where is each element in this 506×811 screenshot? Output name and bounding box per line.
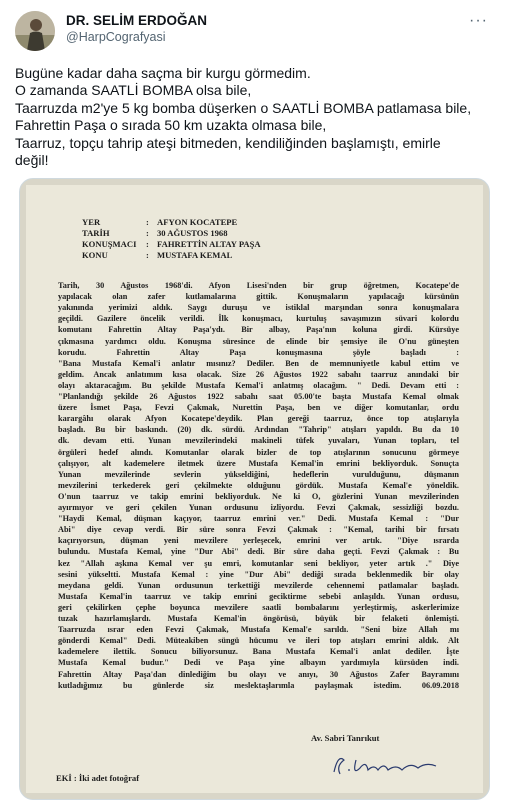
meta-colon: : xyxy=(146,217,149,227)
document-line: Fahrettin Altay Paşa'dan dinlediğim bu olayı ve anıyı, 30 Ağustos Zafer Bayramını xyxy=(58,669,459,679)
document-line: örgüleri hedef alındı. Komutanlar olarak bizler de top atışlarının sonucunu görmeye xyxy=(58,447,459,457)
document-line: geldim. Ancak anlatımım kısa olacak. Size 26 Ağustos 1922 sabahı taarruz anındaki bir xyxy=(58,369,459,379)
meta-key: TARİH xyxy=(82,228,110,238)
document-attachment-note: EKİ : İki adet fotoğraf xyxy=(56,773,140,783)
meta-value: 30 AĞUSTOS 1968 xyxy=(157,228,228,238)
document-line: kademelere ilettik. Sonucu biliyorsunuz. Bana Mustafa Kemal'i anlat dediler. İşte xyxy=(58,647,459,657)
meta-colon: : xyxy=(146,228,149,238)
document-line: kutladığımız bu günlerde siz meslektaşlarımla paylaşmak istedim. 06.09.2018 xyxy=(58,680,459,690)
document-line: yakınında yerimizi aldık. Saygı duruşu ve istiklal marşından sonra konuşmalara xyxy=(58,303,459,313)
document-line: yapılacak olan zafer kutlamalarına gittik. Konuşmaların yapılacağı kürsünün xyxy=(58,292,459,302)
tweet-line: Taarruzda m2'ye 5 kg bomba düşerken o SAATLİ BOMBA patlamasa bile, xyxy=(15,99,472,116)
tweet-line: değil! xyxy=(15,152,49,169)
tweet-line: Taarruz, topçu tahrip ateşi bitmeden, kendiliğinden başlamıştı, emirle xyxy=(15,134,441,151)
document-line: geçildi. Gazilere öncelik verildi. İlk konuşmacı, kurtuluş savaşımızın süvari kolordu xyxy=(58,314,459,324)
document-line: çalışıyor, alt kademelere iletmek üzere Mustafa Kemal'in emrini bekliyorduk. Sonuçta xyxy=(58,458,459,468)
tweet-line: O zamanda SAATLİ BOMBA olsa bile, xyxy=(15,82,252,99)
document-line: "Planlandığı şekilde 26 Ağustos 1922 sabahı saat 05.00'te başta Mustafa Kemal olmak xyxy=(58,392,459,401)
meta-value: MUSTAFA KEMAL xyxy=(157,250,233,260)
document-line: üzere İsmet Paşa, Fevzi Çakmak, Nurettin Paşa, ben ve diğer komutanlar, ordu xyxy=(58,403,459,413)
signature xyxy=(326,750,446,780)
meta-key: YER xyxy=(82,217,101,227)
document-line: Mustafa Kemal'in taarruz ve takip emrini geciktirme sebebi anlaşıldı. Yunan ordusu, xyxy=(58,591,459,601)
meta-key: KONUŞMACI xyxy=(82,239,137,249)
document-line: Yunan mevzilerinde sevlerin yükseldiğini, hedeflerin vurulduğunu, düşmanın xyxy=(58,469,459,479)
document-line: karargâhı olarak Afyon Kocatepe'deydik. Plan gereği taarruz, önce top atışlarıyla xyxy=(58,414,459,424)
document-line: kez "Allah aşkına Kemal ver şu emri, komutanlar seni bekliyor, yeter artık ." Diye xyxy=(58,558,459,568)
document-line: mevzilerini terkederek geri çekilmekte olduğunu gördük. Mustafa Kemal'e yöneldik. xyxy=(58,480,459,490)
meta-key: KONU xyxy=(82,250,108,260)
meta-colon: : xyxy=(146,250,149,260)
document-line: Tarih, 30 Ağustos 1968'di. Afyon Lisesi'nden bir grup öğretmen, Kocatepe'de xyxy=(58,281,459,290)
document-line: O'nun taarruz ve takip emrini bekliyorduk. Ne ki O, gözlerini Yunan mevzilerinden xyxy=(58,491,459,501)
document-line: başladı. Bu bir baskındı. (20) dk. sürdü. Ardından "Tahrip" atışları yapıldı. Bu da 10 xyxy=(58,425,459,435)
tweet-header xyxy=(0,0,506,60)
avatar-photo-icon xyxy=(15,11,55,51)
tweet-line: Fahrettin Paşa o sırada 50 km uzakta olmasa bile, xyxy=(15,117,327,134)
document-line: olayı aktaracağım. Bu şekilde Mustafa Kemal'i anlatmış olacağım. " Dedi. Devam etti : xyxy=(58,380,459,390)
attached-document-image[interactable] xyxy=(19,178,490,800)
document-line: komutanı Fahrettin Altay Paşa'ydı. Bir albay, Paşa'nın koluna girdi. Kürsüye xyxy=(58,325,459,335)
document-line: Mustafa Kemal budur." Dedi ve Paşa yine albayın yardımıyla kürsüden indi. xyxy=(58,658,459,668)
document-line: sesini yükseltti. Mustafa Kemal : yine "Dur Abi" dediği sırada beklenmedik bir olay xyxy=(58,569,459,579)
document-line: korudu. Fahrettin Altay Paşa konuşmasına şöyle başladı : xyxy=(58,347,459,357)
document-line: Abi" diye cevap verdi. Bir süre sonra Fevzi Çakmak : "Kemal, tarihi bir fırsatı xyxy=(58,525,459,535)
document-line: çıkmasına yardımcı oldu. Konuşma süresince de elinde bir şemsiye ile O'nu güneşten xyxy=(58,336,459,346)
meta-colon: : xyxy=(146,239,149,249)
author-handle[interactable]: @HarpCografyasi xyxy=(66,30,166,44)
author-name[interactable]: DR. SELİM ERDOĞAN xyxy=(66,13,208,28)
document-line: bulundu. Mustafa Kemal, yine "Dur Abi" dedi. Bir süre daha geçti. Fevzi Çakmak : Bu xyxy=(58,547,459,557)
document-line: Taarruzda ısrar eden Fevzi Çakmak, Mustafa Kemal'e sarıldı. "Seni bize Allah mı xyxy=(58,625,459,635)
document-paper xyxy=(26,185,483,793)
meta-value: FAHRETTİN ALTAY PAŞA xyxy=(157,239,261,249)
document-line: gönderdi Kemal" Dedi. Müteakiben süngü hücumu ve ileri top atışları emrini aldık. Alt xyxy=(58,636,459,646)
document-line: tuzak hazırlamışlardı. Mustafa Kemal'in öngörüsü, büyük bir felaketi önlemişti. xyxy=(58,614,459,623)
tweet-line: Bugüne kadar daha saçma bir kurgu görmedim. xyxy=(15,65,311,81)
more-horizontal-icon[interactable]: ··· xyxy=(469,12,488,29)
document-line: dk. devam etti. Yunan mevzilerindeki makineli tüfek yuvaları, Yunan topları, tel xyxy=(58,436,459,446)
document-author: Av. Sabri Tanrıkut xyxy=(311,733,380,743)
document-line: ayırmıyor ve geri çekilen Yunan ordusunu izliyordu. Fevzi Çakmak, sessizliği bozdu. xyxy=(58,503,459,512)
document-line: meydana geldi. Yunan ordusunun terkettiği mevzilerde cehennemi patlamalar başladı. xyxy=(58,580,459,590)
document-line: "Haydi Kemal, düşman kaçıyor, taarruz emrini ver." Dedi. Mustafa Kemal : "Dur xyxy=(58,514,459,524)
document-line: kaçırıyorsun, düşman yeni mevzilere yerleşecek, emrini ver artık. "Diye ısrarda xyxy=(58,536,459,546)
document-line: geri çekilirken çephe boyunca mevzilere saatli bombalarını yerleştirmiş, askerlerimize xyxy=(58,602,459,612)
document-line: "Bana Mustafa Kemal'i anlatır mısınız? Dediler. Ben de memnuniyetle kabul ettim ve xyxy=(58,358,459,368)
avatar[interactable] xyxy=(15,11,55,51)
tweet-text xyxy=(15,65,495,169)
meta-value: AFYON KOCATEPE xyxy=(157,217,238,227)
